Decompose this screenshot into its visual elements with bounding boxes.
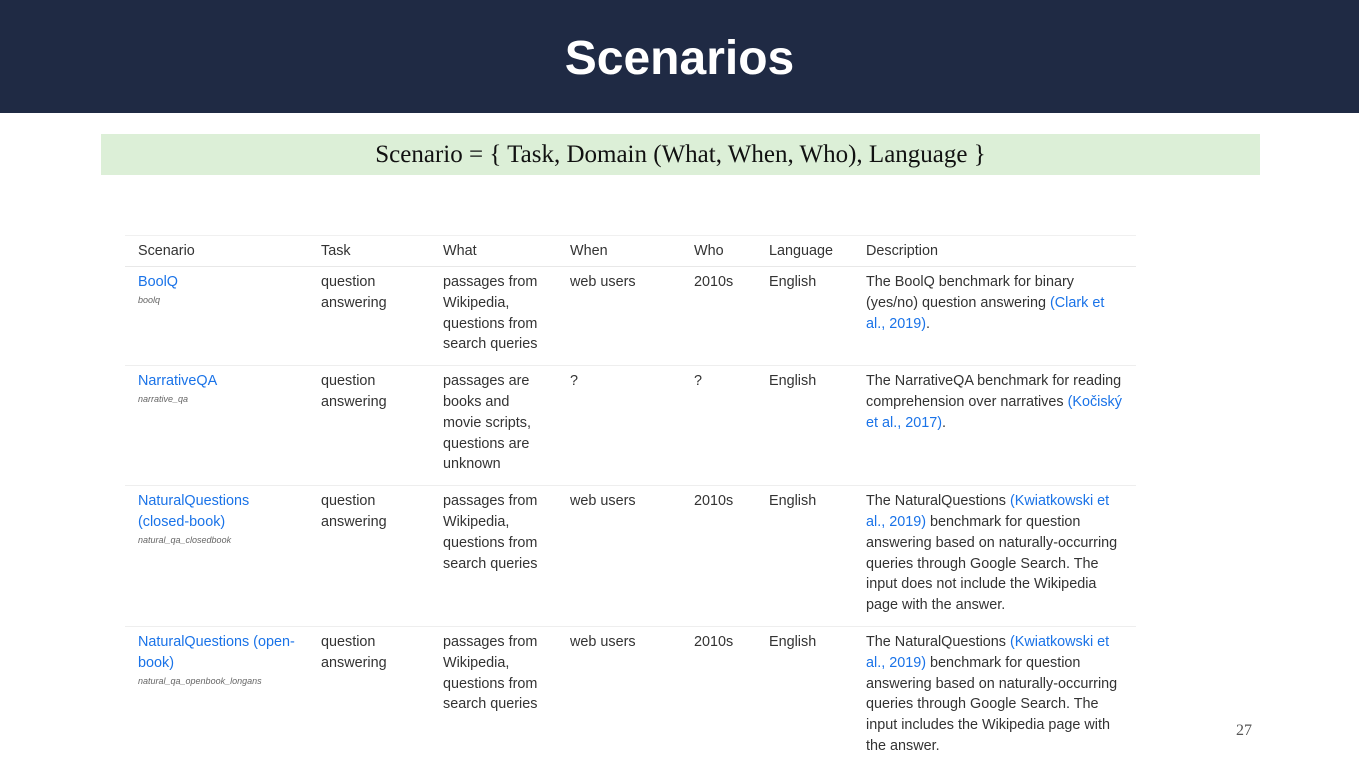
citation-link[interactable]: (Clark et al., 2019): [866, 294, 1105, 332]
scenario-cell: [125, 486, 308, 627]
citation-link[interactable]: (Kočiský et al., 2017): [866, 393, 1122, 431]
description-text: The BoolQ benchmark for binary (yes/no) question answering: [866, 274, 1074, 311]
column-header: Language: [756, 236, 853, 267]
task-cell: question answering: [308, 267, 430, 366]
what-cell: passages from Wikipedia, questions from search queries: [443, 633, 538, 713]
description-text: benchmark for question answering based on naturally-occurring queries through Google Search. The input does not include the Wikipedia page with the answer.: [866, 513, 1118, 614]
scenario-slug: natural_qa_openbook_longans: [138, 675, 262, 686]
table-row: [125, 486, 1136, 627]
task-cell: question answering: [308, 366, 430, 486]
citation-link[interactable]: (Kwiatkowski et al., 2019): [866, 493, 1110, 530]
what-cell: passages are books and movie scripts, questions are unknown: [430, 366, 557, 486]
language-cell: English: [769, 633, 817, 650]
column-header: What: [430, 236, 557, 267]
scenario-slug: narrative_qa: [138, 393, 189, 404]
scenario-definition-banner: Scenario = { Task, Domain (What, When, Who), Language }: [101, 134, 1260, 175]
who-cell: 2010s: [694, 633, 734, 650]
description-cell: [853, 366, 1136, 486]
description-text: .: [926, 315, 931, 332]
slide-title: Scenarios: [564, 32, 795, 85]
table-header-row: [125, 236, 1136, 267]
when-cell: web users: [557, 267, 681, 366]
column-header: Description: [853, 236, 1136, 267]
description-text: benchmark for question answering based on naturally-occurring queries through Google Search. The input includes the Wikipedia page with the answer.: [866, 654, 1118, 754]
scenario-cell: [125, 366, 308, 486]
scenario-cell: [125, 626, 308, 766]
scenario-slug: boolq: [138, 294, 161, 305]
scenario-cell: [125, 267, 308, 366]
scenario-link[interactable]: NaturalQuestions (open-book): [138, 633, 295, 671]
what-cell: passages from Wikipedia, questions from search queries: [430, 486, 557, 627]
scenario-link[interactable]: BoolQ: [138, 274, 178, 290]
column-header: Who: [681, 236, 756, 267]
what-cell: passages from Wikipedia, questions from search queries: [430, 267, 557, 366]
when-cell: web users: [557, 486, 681, 627]
task-cell: question answering: [308, 486, 430, 627]
description-text: .: [942, 414, 947, 431]
citation-link[interactable]: (Kwiatkowski et al., 2019): [866, 633, 1110, 671]
who-cell: 2010s: [681, 486, 756, 627]
when-cell: web users: [570, 633, 636, 650]
scenario-link[interactable]: NarrativeQA: [138, 373, 218, 390]
description-text: The NaturalQuestions: [866, 493, 1010, 510]
title-bar: [0, 0, 1359, 113]
language-cell: English: [756, 267, 853, 366]
column-header: Task: [308, 236, 430, 267]
who-cell: 2010s: [681, 267, 756, 366]
description-cell: [853, 486, 1136, 627]
table-row: [125, 267, 1136, 366]
table-row: [125, 626, 1136, 766]
who-cell: ?: [681, 366, 756, 486]
table-row: [125, 366, 1136, 486]
scenario-link[interactable]: NaturalQuestions (closed-book): [138, 493, 250, 530]
column-header: Scenario: [125, 236, 308, 267]
task-cell: question answering: [321, 633, 387, 671]
description-text: The NarrativeQA benchmark for reading comprehension over narratives: [866, 373, 1122, 410]
scenario-slug: natural_qa_closedbook: [138, 534, 232, 545]
language-cell: English: [756, 486, 853, 627]
description-text: The NaturalQuestions: [866, 633, 1010, 650]
column-header: When: [557, 236, 681, 267]
page-number: 27: [1236, 722, 1252, 739]
description-cell: [853, 626, 1136, 766]
scenarios-table: [125, 235, 1136, 767]
language-cell: English: [756, 366, 853, 486]
description-cell: [853, 267, 1136, 366]
when-cell: ?: [557, 366, 681, 486]
